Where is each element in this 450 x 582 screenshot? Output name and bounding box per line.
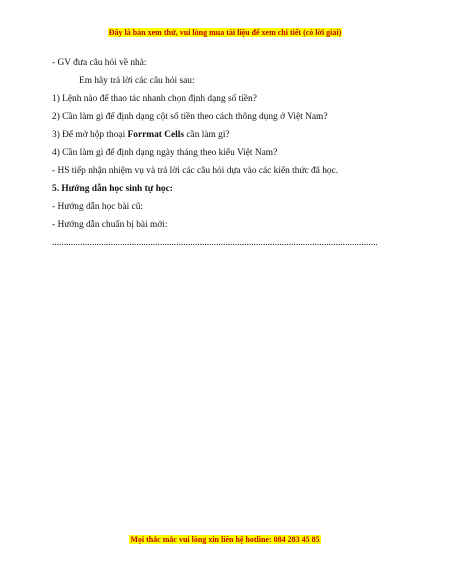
hotline-notice-banner xyxy=(0,534,450,545)
review-old-lesson: - Hướng dẫn học bài cũ: xyxy=(52,202,144,212)
prepare-new-lesson: - Hướng dẫn chuẩn bị bài mới: xyxy=(52,220,168,230)
homework-intro: - GV đưa câu hỏi về nhà: xyxy=(52,58,147,68)
question-3-end: cần làm gì? xyxy=(184,130,230,140)
student-task: - HS tiếp nhận nhiệm vụ và trả lời các câu hỏi dựa vào các kiến thức đã học. xyxy=(52,166,339,176)
preview-notice-text: Đây là bản xem thử, vui lòng mua tài liệu để xem chi tiết (có lời giải) xyxy=(108,28,342,37)
question-2: 2) Cần làm gì để định dạng cột số tiền theo cách thông dụng ở Việt Nam? xyxy=(52,112,328,122)
question-3 xyxy=(52,126,402,144)
format-cells-term: Forrmat Cells xyxy=(127,130,185,140)
question-4: 4) Cần làm gì để định dạng ngày tháng theo kiểu Việt Nam? xyxy=(52,148,278,158)
question-prompt: Em hãy trả lời các câu hỏi sau: xyxy=(79,76,195,86)
hotline-notice-text: Mọi thắc mắc vui lòng xin liên hệ hotline: 084 283 45 85 xyxy=(130,535,320,544)
preview-notice-banner xyxy=(0,27,450,38)
question-1: 1) Lệnh nào để thao tác nhanh chọn định dạng số tiền? xyxy=(52,94,257,104)
section-heading-self-study: 5. Hướng dẫn học sinh tự học: xyxy=(52,184,173,194)
question-3-start: 3) Để mở hộp thoại xyxy=(52,130,128,140)
dotted-divider: ........................................................................................................................................... xyxy=(52,238,378,248)
document-body xyxy=(52,54,402,250)
